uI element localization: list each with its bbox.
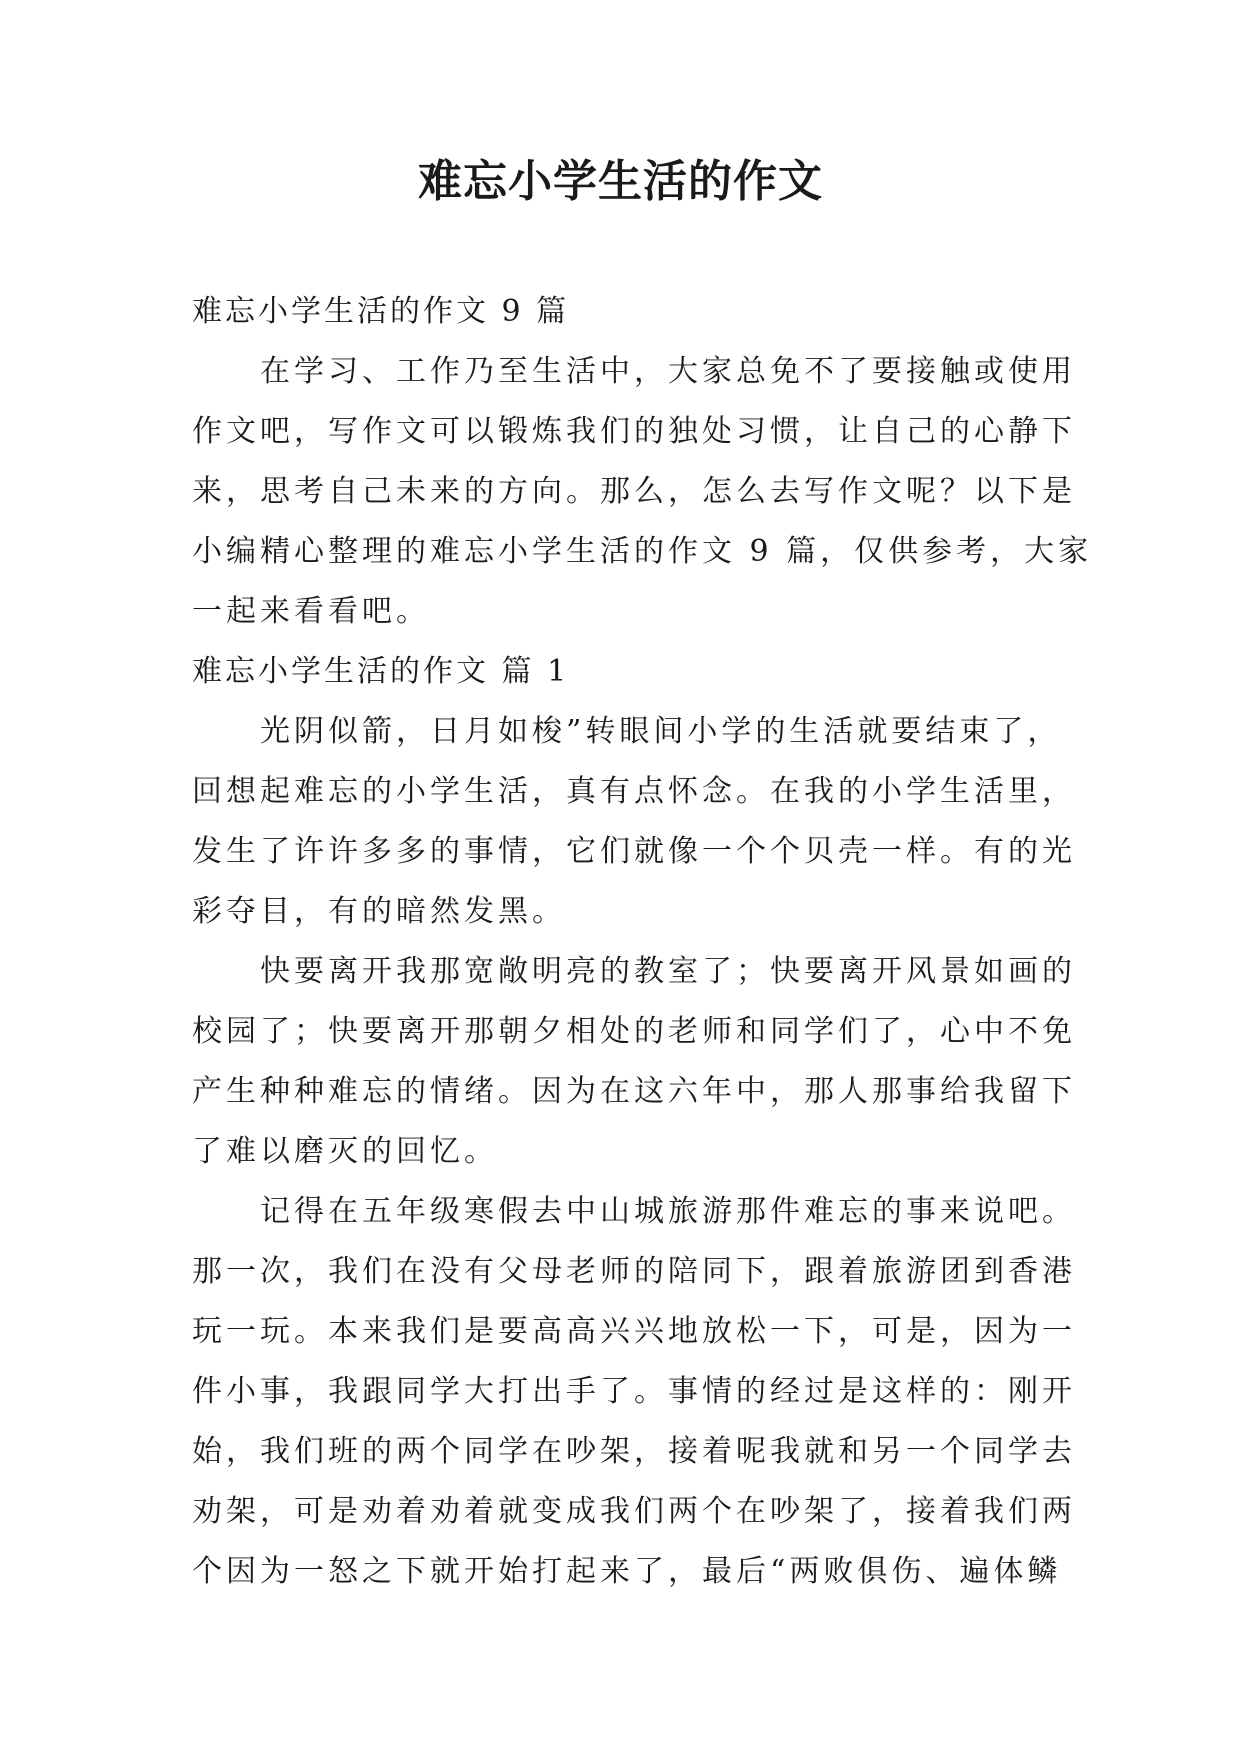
text-line: 件小事，我跟同学大打出手了。事情的经过是这样的：刚开 — [192, 1374, 1076, 1409]
text-line: 记得在五年级寒假去中山城旅游那件难忘的事来说吧。 — [260, 1194, 1076, 1229]
text-line: 小编精心整理的难忘小学生活的作文 9 篇，仅供参考，大家 — [192, 534, 1093, 569]
text-line: 了难以磨灭的回忆。 — [192, 1134, 498, 1169]
text-line: 来，思考自己未来的方向。那么，怎么去写作文呢？以下是 — [192, 474, 1076, 509]
text-line: 个因为一怒之下就开始打起来了，最后“两败俱伤、遍体鳞 — [192, 1554, 1062, 1589]
section-heading: 难忘小学生活的作文 篇 1 — [192, 654, 570, 689]
text-line: 劝架，可是劝着劝着就变成我们两个在吵架了，接着我们两 — [192, 1494, 1076, 1529]
text-line: 彩夺目，有的暗然发黑。 — [192, 894, 566, 929]
document-body — [192, 282, 1093, 1602]
text-line: 作文吧，写作文可以锻炼我们的独处习惯，让自己的心静下 — [192, 414, 1076, 449]
text-line: 发生了许许多多的事情，它们就像一个个贝壳一样。有的光 — [192, 834, 1076, 869]
text-line: 产生种种难忘的情绪。因为在这六年中，那人那事给我留下 — [192, 1074, 1076, 1109]
text-line: 快要离开我那宽敞明亮的教室了；快要离开风景如画的 — [260, 954, 1076, 989]
text-line: 回想起难忘的小学生活，真有点怀念。在我的小学生活里， — [192, 774, 1076, 809]
document-title: 难忘小学生活的作文 — [418, 156, 823, 207]
text-line: 在学习、工作乃至生活中，大家总免不了要接触或使用 — [260, 354, 1076, 389]
article-heading: 难忘小学生活的作文 9 篇 — [192, 294, 570, 329]
text-line: 校园了；快要离开那朝夕相处的老师和同学们了，心中不免 — [192, 1014, 1076, 1049]
text-line: 始，我们班的两个同学在吵架，接着呢我就和另一个同学去 — [192, 1434, 1076, 1469]
text-line: 玩一玩。本来我们是要高高兴兴地放松一下，可是，因为一 — [192, 1314, 1076, 1349]
text-line: 一起来看看吧。 — [192, 594, 430, 629]
text-line: 那一次，我们在没有父母老师的陪同下，跟着旅游团到香港 — [192, 1254, 1076, 1289]
text-line: 光阴似箭，日月如梭”转眼间小学的生活就要结束了， — [260, 714, 1062, 749]
